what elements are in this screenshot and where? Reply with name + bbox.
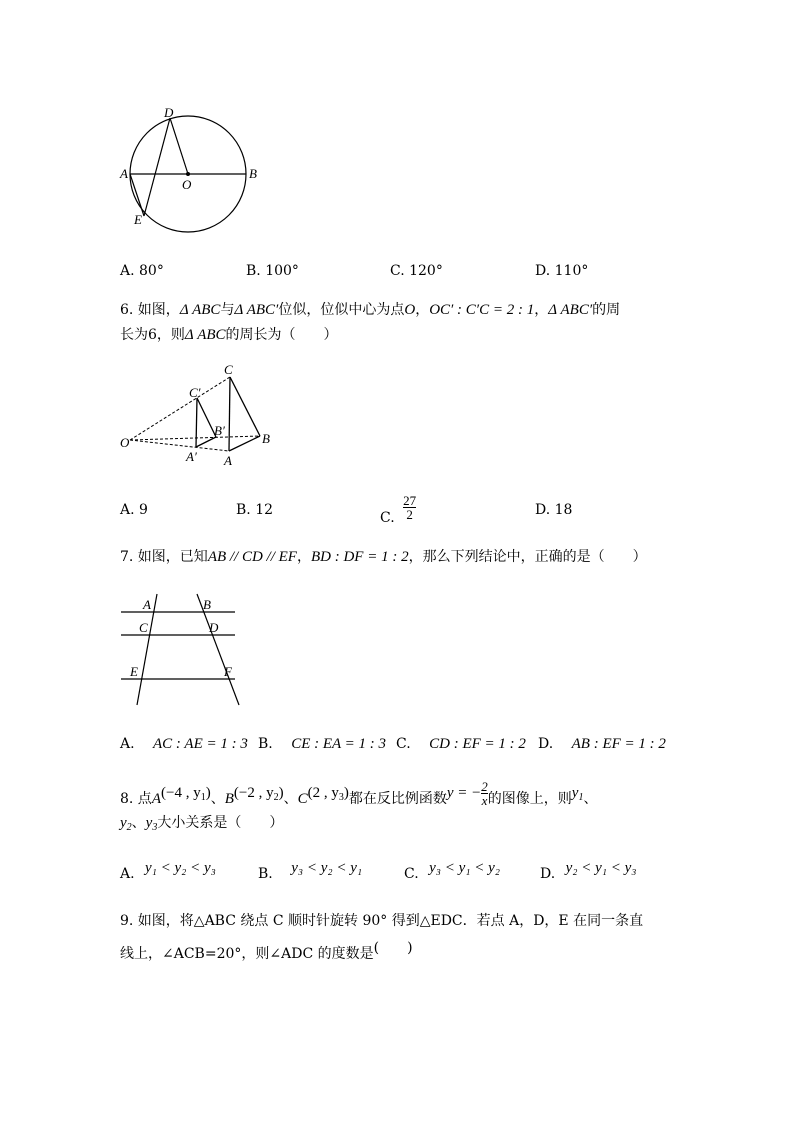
q6-mid1: 与 — [220, 302, 235, 318]
fraction-numerator: 27 — [403, 493, 417, 508]
q9-line2: 线上，∠ACB=20°，则∠ADC 的度数是 — [120, 946, 374, 962]
label-c: C — [224, 362, 233, 377]
q6-homothety-figure — [112, 360, 282, 470]
q7-suffix: ，那么下列结论中，正确的是（ ） — [408, 549, 647, 565]
q6-ratio: OC′ : C′C = 2 : 1 — [429, 302, 535, 318]
big-cb — [230, 377, 260, 436]
q9-answer-paren: ( ) — [373, 940, 413, 956]
q8-option-b[interactable] — [258, 860, 363, 882]
coord-text: (−4 , y — [160, 784, 201, 801]
q8-option-d[interactable] — [540, 860, 637, 882]
q8-suffix: 的图像上，则 — [487, 790, 572, 807]
ray-ob — [130, 436, 260, 440]
function-lhs: y = − — [446, 784, 482, 801]
q8-point-b: B — [224, 790, 234, 807]
label-a: A — [143, 597, 151, 612]
label-b: B — [249, 166, 257, 181]
q8-option-c-label: C. — [404, 866, 419, 882]
q8-option-a-text: y₁ < y₂ < y₃ — [145, 860, 216, 876]
q6-line2-a: 长为6，则 — [120, 327, 185, 343]
big-ca — [229, 377, 230, 451]
q5-option-c[interactable]: C. 120° — [390, 263, 443, 279]
subscript-2: 2 — [126, 822, 132, 833]
q6-stem-line1 — [120, 301, 620, 319]
q6-option-c-fraction — [403, 494, 416, 521]
coord-text: (−2 , y — [233, 784, 274, 801]
segment-ae — [130, 174, 144, 216]
q5-option-a[interactable]: A. 80° — [120, 263, 164, 279]
label-b: B — [262, 431, 270, 446]
subscript-1: 1 — [578, 791, 584, 803]
y-var: y — [571, 784, 579, 801]
q7-option-a-text: AC : AE = 1 : 3 — [153, 736, 248, 752]
q8-point-a-coord: (−4 , $y_1$) — [160, 784, 211, 803]
q9-stem-line2 — [120, 940, 413, 963]
q7-option-a-label: A. — [120, 736, 135, 752]
q8-point-c: C — [297, 790, 308, 807]
center-point — [186, 172, 190, 176]
q7-option-a[interactable] — [120, 736, 248, 753]
function-fraction — [481, 780, 488, 807]
coord-text: (2 , y — [307, 784, 339, 801]
q6-tri1: Δ ABC — [179, 302, 221, 318]
q8-line2: 大小关系是（ ） — [157, 815, 284, 831]
q6-center: O — [404, 302, 416, 318]
label-d: D — [164, 105, 174, 120]
label-c: C — [139, 620, 148, 635]
q6-line2-b: 的周长为（ ） — [225, 327, 338, 343]
q8-sep1: 、 — [210, 790, 225, 807]
q7-option-d-label: D. — [538, 736, 554, 752]
q7-option-b-text: CE : EA = 1 : 3 — [291, 736, 387, 752]
q6-tri4: Δ ABC — [184, 327, 226, 343]
label-e: E — [134, 212, 142, 227]
q7-option-c-label: C. — [396, 736, 411, 752]
subscript-3: 3 — [152, 822, 158, 833]
fraction-numerator: 2 — [481, 779, 488, 794]
q8-mid: 都在反比例函数 — [348, 790, 447, 807]
q7-option-c-text: CD : EF = 1 : 2 — [429, 736, 526, 752]
label-c-prime: C′ — [189, 385, 201, 400]
q7-parallel: AB // CD // EF — [207, 549, 297, 565]
label-b-prime: B′ — [214, 423, 225, 438]
q8-option-b-text: y₃ < y₂ < y₁ — [291, 860, 363, 876]
q8-stem-line2: $y_2$、$y_3$大小关系是（ ） — [120, 815, 284, 833]
q6-option-b[interactable]: B. 12 — [236, 502, 274, 518]
label-b: B — [203, 597, 211, 612]
q8-point-b-coord: (−2 , $y_2$) — [233, 784, 284, 803]
label-a: A — [120, 166, 128, 181]
q8-point-a: A — [151, 790, 161, 807]
q6-tri2: Δ ABC′ — [234, 302, 279, 318]
fraction-denominator: 2 — [403, 507, 416, 521]
q8-option-a-label: A. — [120, 866, 135, 882]
ray-oa — [130, 440, 229, 451]
q5-option-d[interactable]: D. 110° — [535, 263, 589, 279]
q6-option-d[interactable]: D. 18 — [535, 502, 573, 518]
q6-option-c-label: C. — [380, 509, 395, 526]
segment-do — [170, 118, 188, 174]
subscript-1: 1 — [200, 791, 206, 803]
label-d: D — [209, 620, 219, 635]
q7-option-d-text: AB : EF = 1 : 2 — [571, 736, 666, 752]
label-a: A — [224, 453, 232, 468]
label-o: O — [120, 435, 130, 450]
q8-point-c-coord: (2 , $y_3$) — [307, 784, 349, 803]
q6-end1: 的周 — [592, 302, 621, 318]
q7-parallel-lines-figure — [115, 590, 245, 715]
label-e: E — [130, 664, 138, 679]
fraction-denominator: x — [481, 793, 488, 808]
q8-stem-line1: 8. 点A(−4 , $y_1$)、B(−2 , $y_2$)、C(2 , $y_3$)都在反比例函数y = − $\frac{2}{x}$ 的图像上，则$y_1$、 — [120, 779, 598, 808]
q7-option-b[interactable] — [258, 736, 386, 753]
small-ca — [196, 398, 197, 447]
label-f: F — [224, 664, 232, 679]
q7-option-d[interactable] — [538, 736, 666, 753]
q8-y2: $y_2$ — [120, 815, 132, 833]
q7-prefix: 7. 如图，已知 — [120, 549, 208, 565]
q6-stem-line2 — [120, 326, 338, 344]
q8-y3: $y_3$ — [145, 815, 158, 833]
label-a-prime: A′ — [186, 449, 197, 464]
q7-stem — [120, 548, 647, 566]
q6-prefix: 6. 如图， — [120, 302, 180, 318]
q7-option-c[interactable] — [396, 736, 526, 753]
q6-option-a[interactable]: A. 9 — [120, 502, 148, 518]
q8-option-d-text: y₂ < y₁ < y₃ — [565, 860, 637, 876]
q8-option-a[interactable] — [120, 860, 216, 882]
q6-option-c[interactable] — [380, 493, 417, 526]
q8-option-c-text: y₃ < y₁ < y₂ — [429, 860, 500, 876]
label-o: O — [182, 177, 192, 192]
q7-option-b-label: B. — [258, 736, 273, 752]
q9-stem-line1: 9. 如图，将△ABC 绕点 C 顺时针旋转 90° 得到△EDC．若点 A，D，E 在同一条直 — [120, 913, 644, 929]
q5-circle-figure — [110, 100, 270, 240]
q8-option-d-label: D. — [540, 866, 556, 882]
subscript-3: 3 — [338, 791, 344, 803]
q6-comma2: ， — [534, 302, 549, 318]
q6-mid2: 位似，位似中心为点 — [278, 302, 405, 318]
q6-tri3: Δ ABC′ — [548, 302, 593, 318]
q6-comma1: ， — [415, 302, 430, 318]
q8-option-c[interactable] — [404, 860, 500, 882]
big-ab — [229, 436, 260, 451]
q8-sep2: 、 — [283, 790, 298, 807]
q7-ratio: BD : DF = 1 : 2 — [310, 549, 409, 565]
q8-option-b-label: B. — [258, 866, 273, 882]
q5-option-b[interactable]: B. 100° — [246, 263, 299, 279]
subscript-2: 2 — [273, 791, 279, 803]
q7-comma: ， — [296, 549, 311, 565]
q8-y1 — [572, 785, 584, 801]
small-ab — [196, 437, 216, 447]
q8-function — [446, 779, 488, 808]
q8-prefix: 8. 点 — [120, 790, 152, 807]
